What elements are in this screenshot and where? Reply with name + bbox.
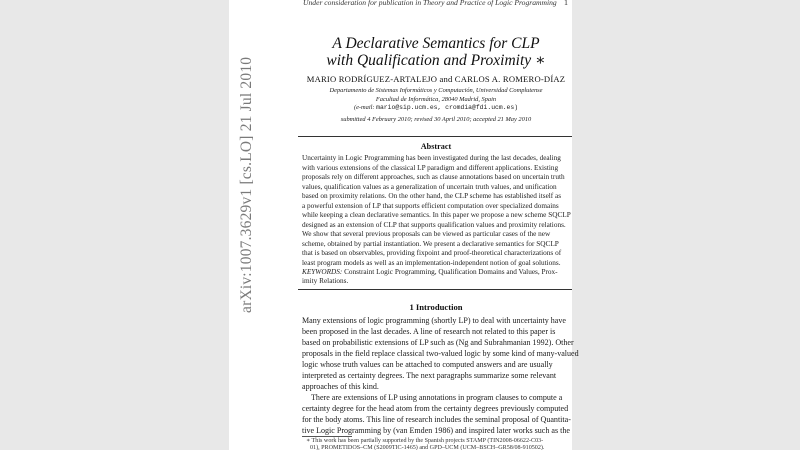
footnote-line-2: 01), PROMETIDOS–CM (S2009TIC-1465) and GPD–UCM (UCM–BSCH–GR58/08-910502).: [310, 445, 545, 450]
keywords-line-1: [302, 268, 558, 277]
body-line: interpreted as certainty degrees. The next paragraphs summarize some relevant: [302, 371, 557, 380]
body-line: approaches of this kind.: [302, 382, 379, 391]
abstract-line: least program models as well as an implementation-independent notion of goal solutions.: [302, 258, 561, 267]
author-list: MARIO RODRÍGUEZ-ARTALEJO and CARLOS A. ROMERO-DÍAZ: [306, 74, 566, 84]
keywords-text-1: Constraint Logic Programming, Qualification Domains and Values, Prox-: [344, 268, 558, 276]
abstract-line: a powerful extension of LP that supports efficient computation over specialized domains: [302, 201, 559, 210]
footnote-line-1: ∗ This work has been partially supported by the Spanish projects STAMP (TIN2008-06622-C03-: [306, 438, 544, 444]
abstract-line: scheme, obtained by partial instantiation. We present a declarative semantics for SQCLP: [302, 239, 559, 248]
arxiv-identifier: arXiv:1007.3629v1 [cs.LO] 21 Jul 2010: [238, 56, 255, 313]
body-line: proposals in the field replace classical two-valued logic by some kind of many-valued: [302, 349, 579, 358]
abstract-heading: Abstract: [420, 142, 452, 151]
left-margin-background: [0, 0, 229, 450]
affiliation-department: Departamento de Sistemas Informáticos y Computación, Universidad Complutense: [329, 87, 543, 94]
right-margin-background: [572, 0, 800, 450]
body-line: for the body atoms. This line of research includes the seminal proposal of Quantita-: [302, 415, 571, 424]
body-line: tive Logic Programming by (van Emden 1986) and inspired later works such as the: [302, 426, 570, 435]
body-line: based on probabilistic extensions of LP such as (Ng and Subrahmanian 1992). Other: [302, 338, 574, 347]
abstract-line: We show that several previous proposals can be viewed as particular cases of the new: [302, 230, 551, 238]
body-line: logic whose truth values can be attached to computed answers and are usually: [302, 360, 553, 369]
running-head: Under consideration for publication in Theory and Practice of Logic Programming: [303, 0, 557, 7]
abstract-line: proposals rely on different approaches, such as clause annotations based on uncertain truth: [302, 173, 565, 181]
abstract-line: Uncertainty in Logic Programming has been investigated during the last decades, dealing: [302, 154, 561, 162]
abstract-line: designed as an extension of CLP that supports qualification values and proximity relations.: [302, 220, 566, 229]
submission-dates: submitted 4 February 2010; revised 30 April 2010; accepted 21 May 2010: [340, 116, 532, 123]
section-heading-introduction: 1 Introduction: [409, 302, 463, 312]
abstract-line: while keeping a clean declarative semantics. In this paper we propose a new scheme SQCLP: [302, 211, 571, 219]
email-label: (e-mail:: [353, 104, 375, 111]
body-line: Many extensions of logic programming (shortly LP) to deal with uncertainty have: [302, 316, 566, 325]
keywords-label: KEYWORDS:: [302, 268, 343, 276]
abstract-top-rule: [298, 136, 572, 137]
email-addresses: mario@sip.ucm.es, cromdia@fdi.ucm.es): [376, 104, 519, 111]
body-line: certainty degree for the head atom from the certainty degrees previously computed: [302, 404, 569, 413]
affiliation-email: [300, 103, 572, 112]
abstract-line: based on proximity relations. On the other hand, the CLP scheme has established itself as: [302, 192, 562, 200]
paper-title-line-1: A Declarative Semantics for CLP: [332, 35, 540, 52]
abstract-line: values, qualification values as a generalization of uncertain truth values, and unification: [302, 182, 557, 191]
keywords-line-2: imity Relations.: [302, 277, 349, 285]
abstract-bottom-rule: [298, 289, 572, 290]
page-number: 1: [564, 0, 568, 7]
affiliation-faculty: Facultad de Informática, 28040 Madrid, Spain: [375, 96, 497, 103]
paper-title-line-2: with Qualification and Proximity ∗: [326, 52, 546, 69]
body-line: been proposed in the last decades. A line of research not related to this paper is: [302, 327, 556, 336]
abstract-line: with various extensions of the classical LP paradigm and different applications. Existing: [302, 163, 559, 172]
body-line: There are extensions of LP using annotations in program clauses to compute a: [311, 393, 563, 402]
abstract-line: that is based on observables, providing fixpoint and proof-theoretical characterizations of: [302, 249, 562, 257]
